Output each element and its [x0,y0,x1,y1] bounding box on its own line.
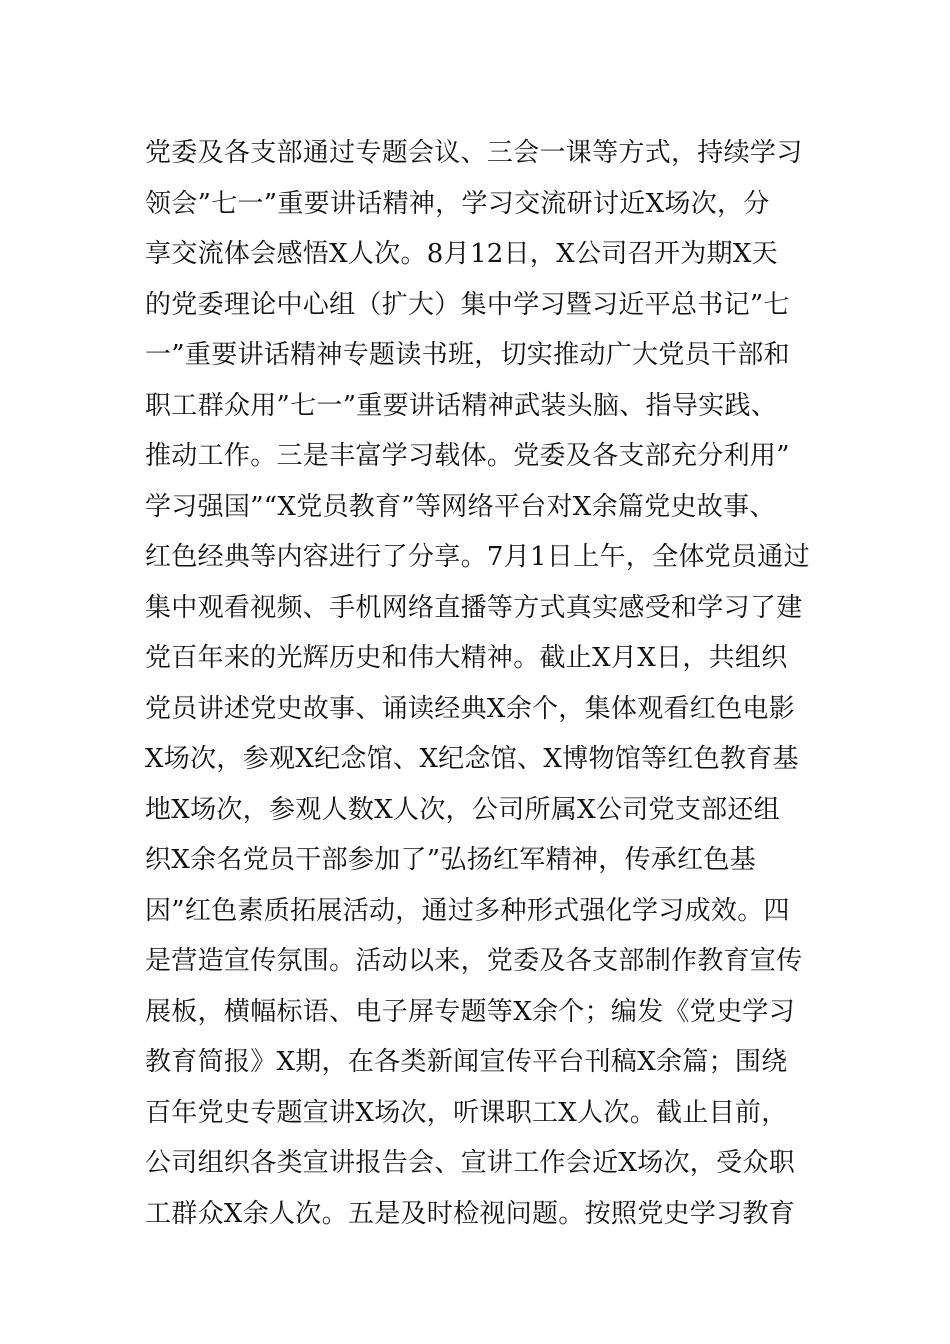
text-line: 织X余名党员干部参加了”弘扬红军精神，传承红色基 [145,845,757,875]
text-line: 党百年来的光辉历史和伟大精神。截止X月X日，共组织 [145,643,788,673]
text-line: 集中观看视频、手机网络直播等方式真实感受和学习了建 [145,592,803,623]
text-line: 党委及各支部通过专题会议、三会一课等方式，持续学习 [145,138,803,168]
text-line: 工群众X余人次。五是及时检视问题。按照党史学习教育 [145,1198,796,1229]
text-line: 一”重要讲话精神专题读书班，切实推动广大党员干部和 [145,340,790,370]
text-line: 百年党史专题宣讲X场次，听课职工X人次。截止目前， [145,1097,788,1128]
text-line: 职工群众用”七一”重要讲话精神武装头脑、指导实践、 [145,390,778,421]
text-line: 学习强国”“X党员教育”等网络平台对X余篇党史故事、 [145,491,776,522]
text-line: 是营造宣传氛围。活动以来，党委及各支部制作教育宣传 [145,946,803,976]
text-line: 地X场次，参观人数X人次，公司所属X公司党支部还组 [145,794,781,825]
text-line: 的党委理论中心组（扩大）集中学习暨习近平总书记”七 [145,289,790,320]
text-line: 教育简报》X期，在各类新闻宣传平台刊稿X余篇；围绕 [145,1047,788,1077]
document-body-text [145,128,845,1239]
text-line: 党员讲述党史故事、诵读经典X余个，集体观看红色电影 [145,693,796,724]
text-line: X场次，参观X纪念馆、X纪念馆、X博物馆等红色教育基 [145,744,799,774]
text-line: 展板，横幅标语、电子屏专题等X余个；编发《党史学习 [145,996,796,1027]
text-line: 公司组织各类宣讲报告会、宣讲工作会近X场次，受众职 [145,1148,796,1178]
text-line: 推动工作。三是丰富学习载体。党委及各支部充分利用” [145,441,790,471]
text-line: 红色经典等内容进行了分享。7月1日上午，全体党员通过 [145,542,810,572]
text-line: 因”红色素质拓展活动，通过多种形式强化学习成效。四 [145,895,790,926]
text-line: 享交流体会感悟X人次。8月12日，X公司召开为期X天 [145,239,778,269]
text-line: 领会”七一”重要讲话精神，学习交流研讨近X场次，分 [145,188,770,219]
